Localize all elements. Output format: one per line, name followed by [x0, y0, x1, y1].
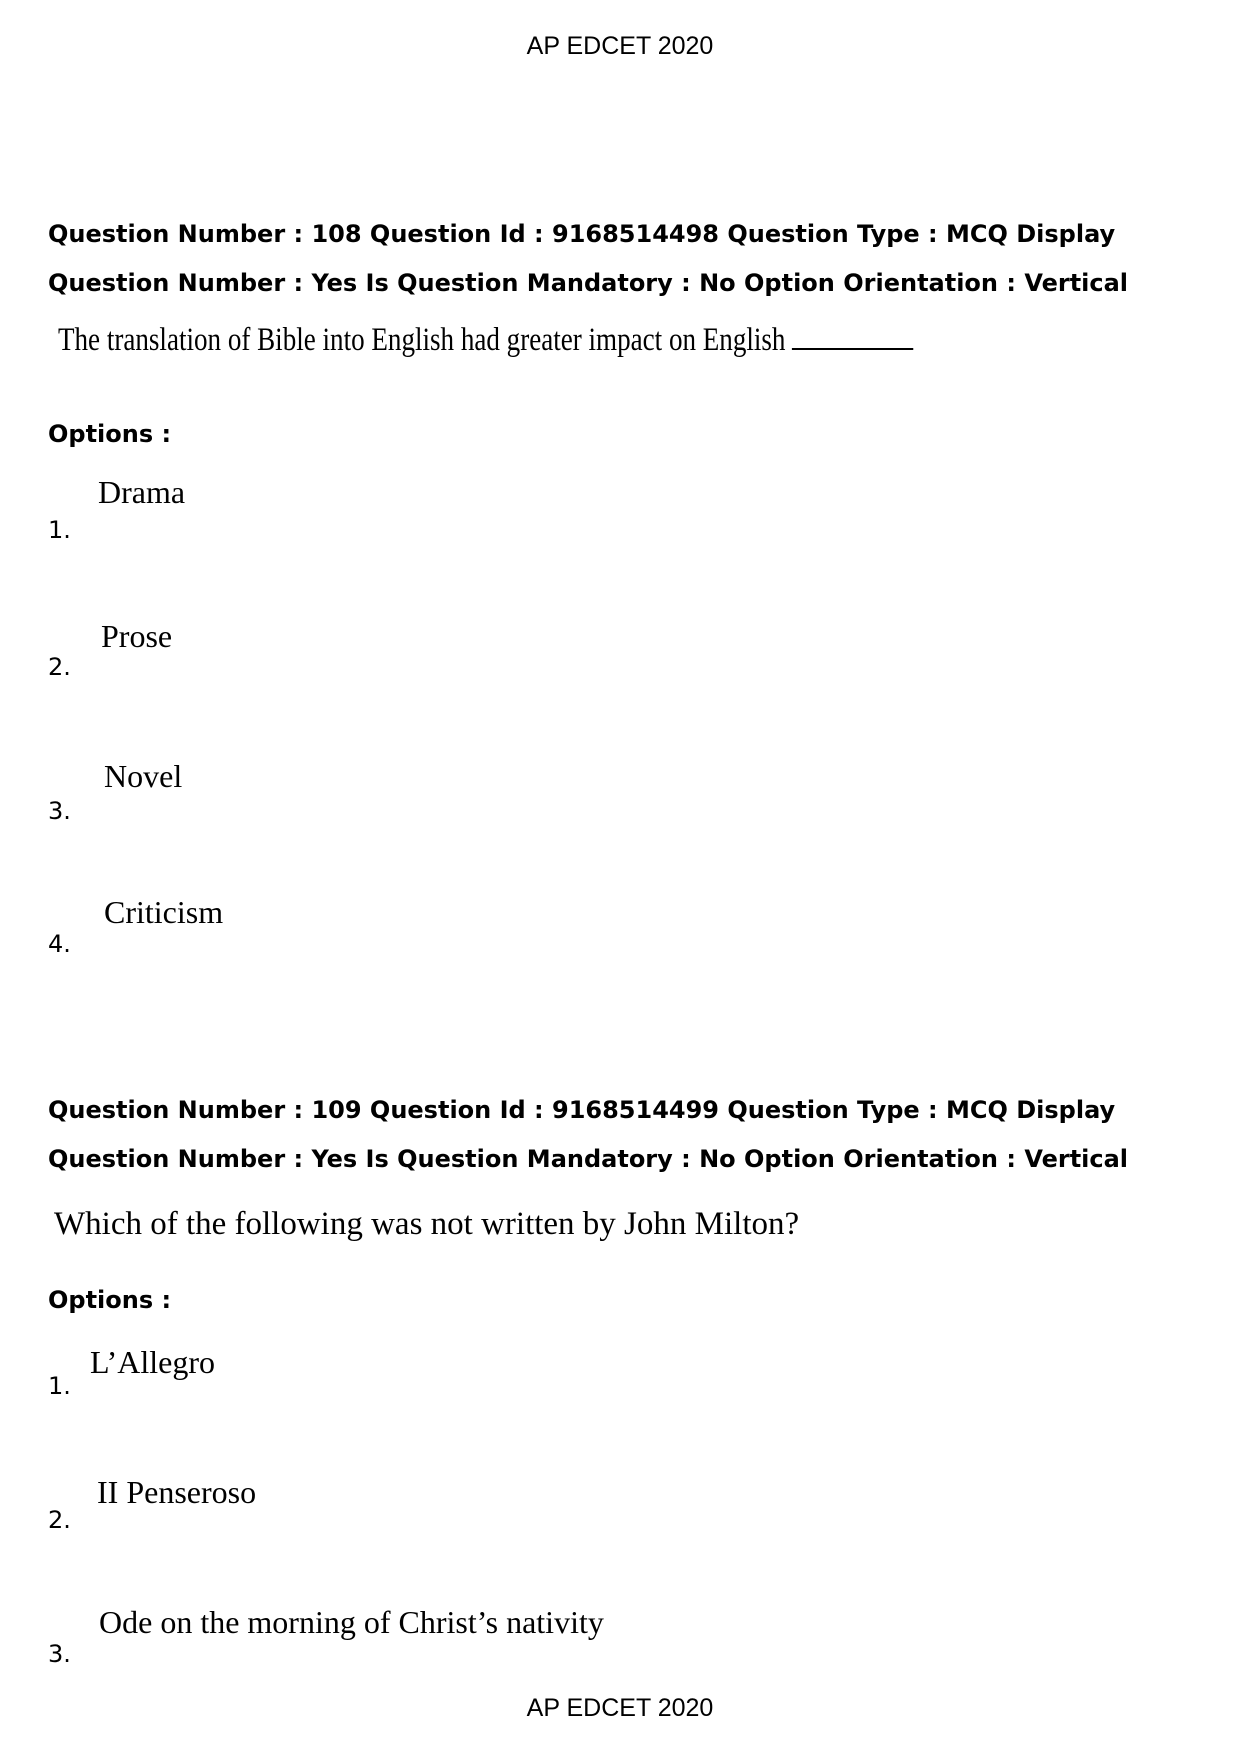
question-108-text-content: The translation of Bible into English had greater impact on English	[58, 322, 786, 358]
question-109-option-3-number: 3.	[48, 1640, 71, 1668]
question-108-option-3-number: 3.	[48, 797, 71, 825]
question-109-option-1-number: 1.	[48, 1372, 71, 1400]
question-108-options-label: Options :	[48, 420, 172, 448]
question-108-option-4-text[interactable]: Criticism	[104, 894, 224, 930]
question-109-option-3-text[interactable]: Ode on the morning of Christ’s nativity	[99, 1604, 604, 1640]
question-108-text	[58, 318, 913, 359]
page-footer-title: AP EDCET 2020	[526, 1694, 714, 1722]
page-header-title: AP EDCET 2020	[526, 32, 714, 60]
question-109-text: Which of the following was not written by John Milton?	[54, 1206, 800, 1242]
question-109-option-2-text[interactable]: II Penseroso	[97, 1474, 257, 1510]
question-108-meta: Question Number : 108 Question Id : 9168514498 Question Type : MCQ Display Question Number : Yes Is Question Mandatory : No Option Orientation : Vertical	[48, 220, 1129, 297]
answer-blank	[792, 318, 913, 350]
question-109-options-label: Options :	[48, 1286, 172, 1314]
question-108-option-3-text[interactable]: Novel	[104, 758, 183, 794]
question-109-meta: Question Number : 109 Question Id : 9168514499 Question Type : MCQ Display Question Number : Yes Is Question Mandatory : No Option Orientation : Vertical	[48, 1096, 1129, 1173]
question-109-option-1-text[interactable]: L’Allegro	[90, 1344, 216, 1380]
question-108-option-2-number: 2.	[48, 653, 71, 681]
question-108-option-4-number: 4.	[48, 930, 71, 958]
question-108-option-1-text[interactable]: Drama	[98, 474, 186, 510]
question-108-option-2-text[interactable]: Prose	[101, 618, 173, 654]
question-109-option-2-number: 2.	[48, 1506, 71, 1534]
question-108-option-1-number: 1.	[48, 516, 71, 544]
